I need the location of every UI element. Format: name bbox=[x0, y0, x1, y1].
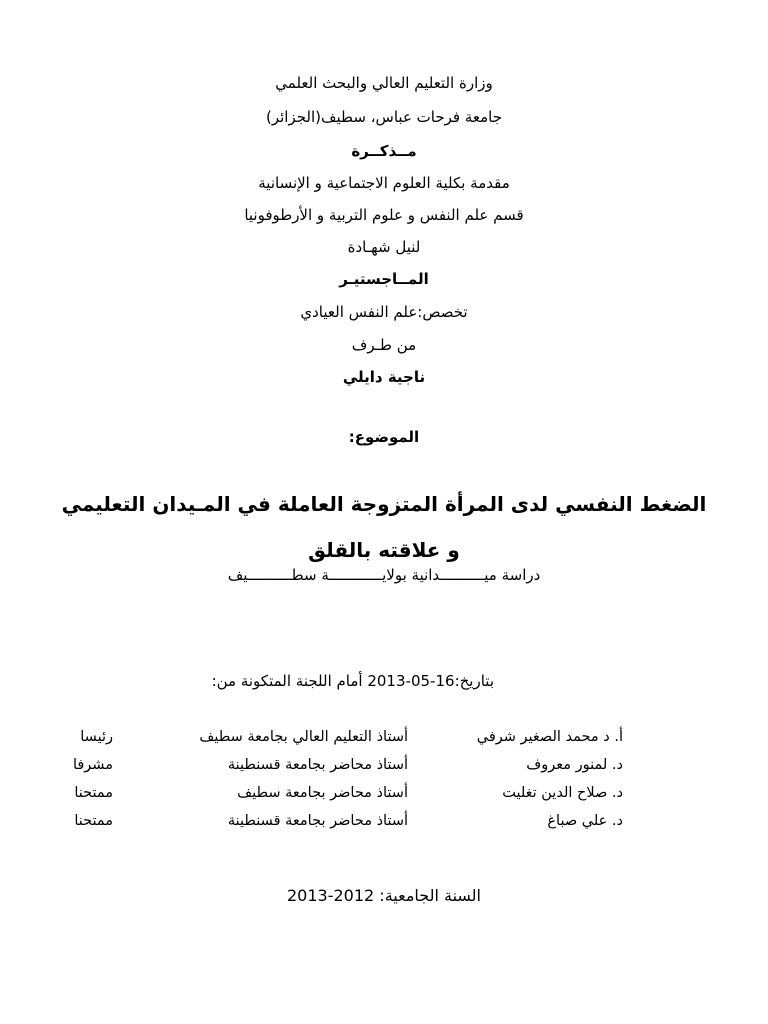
committee-row bbox=[0, 757, 768, 779]
member-name: د. علي صباغ bbox=[547, 813, 623, 829]
ministry-line: وزارة التعليم العالي والبحث العلمي bbox=[275, 74, 493, 92]
member-position: أستاذ محاضر بجامعة سطيف bbox=[237, 785, 408, 801]
author-name: ناجية دايلي bbox=[342, 368, 426, 386]
academic-year-line: السنة الجامعية: 2012-2013 bbox=[287, 886, 481, 905]
member-position: أستاذ التعليم العالي بجامعة سطيف bbox=[199, 729, 408, 745]
member-role: مشرفا bbox=[72, 757, 113, 773]
memo-heading: مــذكــرة bbox=[351, 142, 417, 160]
member-role: ممتحنا bbox=[74, 785, 113, 801]
member-name: أ. د محمد الصغير شرفي bbox=[476, 729, 623, 745]
university-line: جامعة فرحات عباس، سطيف(الجزائر) bbox=[265, 108, 502, 126]
study-location-line: دراسة ميــــــــــدانية بولايــــــــــــة سطــــــــــيف bbox=[227, 566, 541, 584]
member-name: د. لمنور معروف bbox=[526, 757, 623, 773]
thesis-title-line-2: و علاقته بالقلق bbox=[308, 538, 460, 562]
committee-row bbox=[0, 785, 768, 807]
thesis-title-line-1: الضغط النفسي لدى المرأة المتزوجة العاملة في المـيدان التعليمي bbox=[61, 492, 707, 516]
member-role: ممتحنا bbox=[74, 813, 113, 829]
committee-row bbox=[0, 729, 768, 751]
member-role: رئيسا bbox=[80, 729, 113, 745]
member-name: د. صلاح الدين تغليت bbox=[502, 785, 623, 801]
department-line: قسم علم النفس و علوم التربية و الأرطوفونيا bbox=[244, 206, 524, 224]
by-line: من طـرف bbox=[351, 336, 417, 354]
member-position: أستاذ محاضر بجامعة قسنطينة bbox=[227, 757, 408, 773]
faculty-line: مقدمة بكلية العلوم الاجتماعية و الإنسانية bbox=[258, 174, 510, 192]
subject-label: الموضوع: bbox=[348, 428, 420, 446]
specialty-line: تخصص:علم النفس العيادي bbox=[300, 303, 468, 321]
member-position: أستاذ محاضر بجامعة قسنطينة bbox=[227, 813, 408, 829]
degree-heading: المــاجستيـر bbox=[339, 270, 429, 288]
committee-row bbox=[0, 813, 768, 835]
degree-intro-line: لنيل شهـادة bbox=[347, 238, 421, 256]
committee-intro: بتاريخ:16-05-2013 أمام اللجنة المتكونة من: bbox=[211, 672, 494, 690]
